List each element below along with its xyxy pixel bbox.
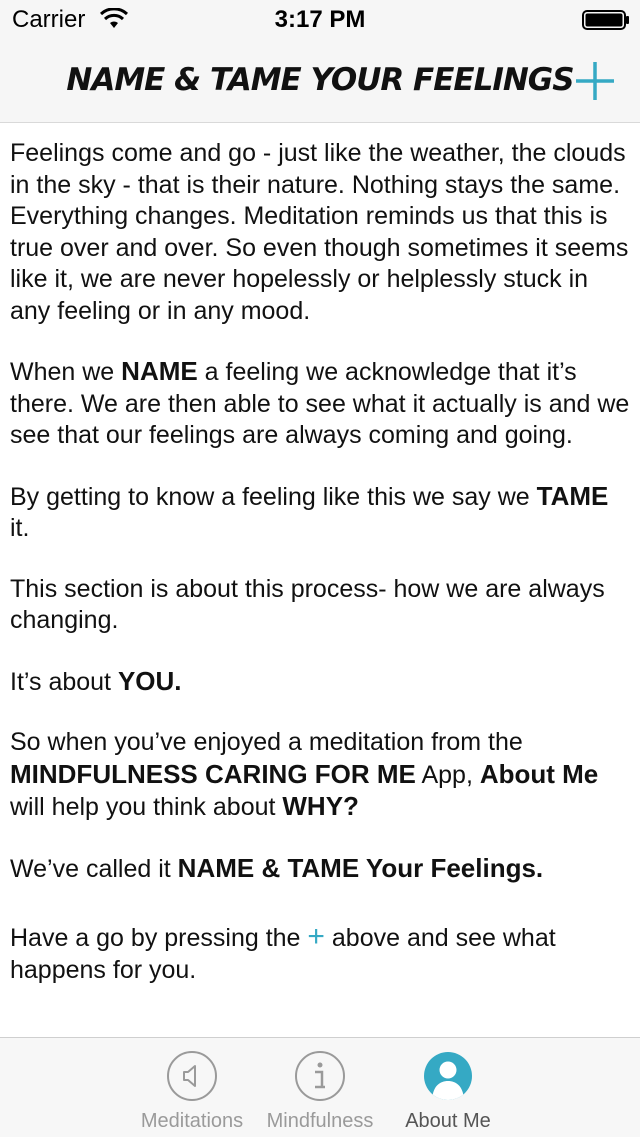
- paragraph-tame: By getting to know a feeling like this we say we TAME it.: [10, 480, 609, 542]
- person-icon: [422, 1050, 474, 1102]
- tab-about-me[interactable]: [384, 1038, 512, 1137]
- page-title: NAME & TAME YOUR FEELINGS: [66, 62, 574, 98]
- status-bar: [0, 0, 640, 40]
- paragraph-app: So when you’ve enjoyed a meditation from the MINDFULNESS CARING FOR ME App, About Me will help you think about WHY?: [10, 728, 599, 821]
- paragraph-process: This section is about this process- how we are always changing.: [10, 574, 605, 634]
- paragraph-intro: Feelings come and go - just like the weather, the clouds in the sky - that is their nature. Nothing stays the same. Everything changes. Meditation reminds us that this is true over and over. So even though sometimes it seems like it, we are never hopelessly or helplessly stuck in any feeling or in any mood.: [10, 139, 629, 325]
- navigation-bar: [0, 40, 640, 123]
- paragraph-you: It’s about YOU.: [10, 665, 182, 696]
- tab-meditations[interactable]: [128, 1038, 256, 1137]
- tab-label: Mindfulness: [266, 1110, 374, 1132]
- speaker-icon: [166, 1050, 218, 1102]
- info-icon: [294, 1050, 346, 1102]
- plus-icon[interactable]: [572, 58, 618, 104]
- paragraph-name: When we NAME a feeling we acknowledge that it’s there. We are then able to see what it actually is and we see that our feelings are always coming and going.: [10, 356, 630, 449]
- battery-icon: [582, 10, 630, 30]
- status-time: 3:17 PM: [274, 6, 366, 33]
- tab-label: Meditations: [140, 1110, 244, 1132]
- carrier-label: Carrier: [12, 6, 86, 33]
- paragraph-called: We’ve called it NAME & TAME Your Feelings.: [10, 852, 544, 883]
- tab-label: About Me: [405, 1110, 491, 1132]
- paragraph-have-a-go: Have a go by pressing the + above and see what happens for you.: [10, 920, 556, 984]
- inline-plus-icon: +: [307, 920, 325, 953]
- tab-mindfulness[interactable]: [256, 1038, 384, 1137]
- tab-bar: [0, 1037, 640, 1137]
- intro-text: [10, 138, 630, 1015]
